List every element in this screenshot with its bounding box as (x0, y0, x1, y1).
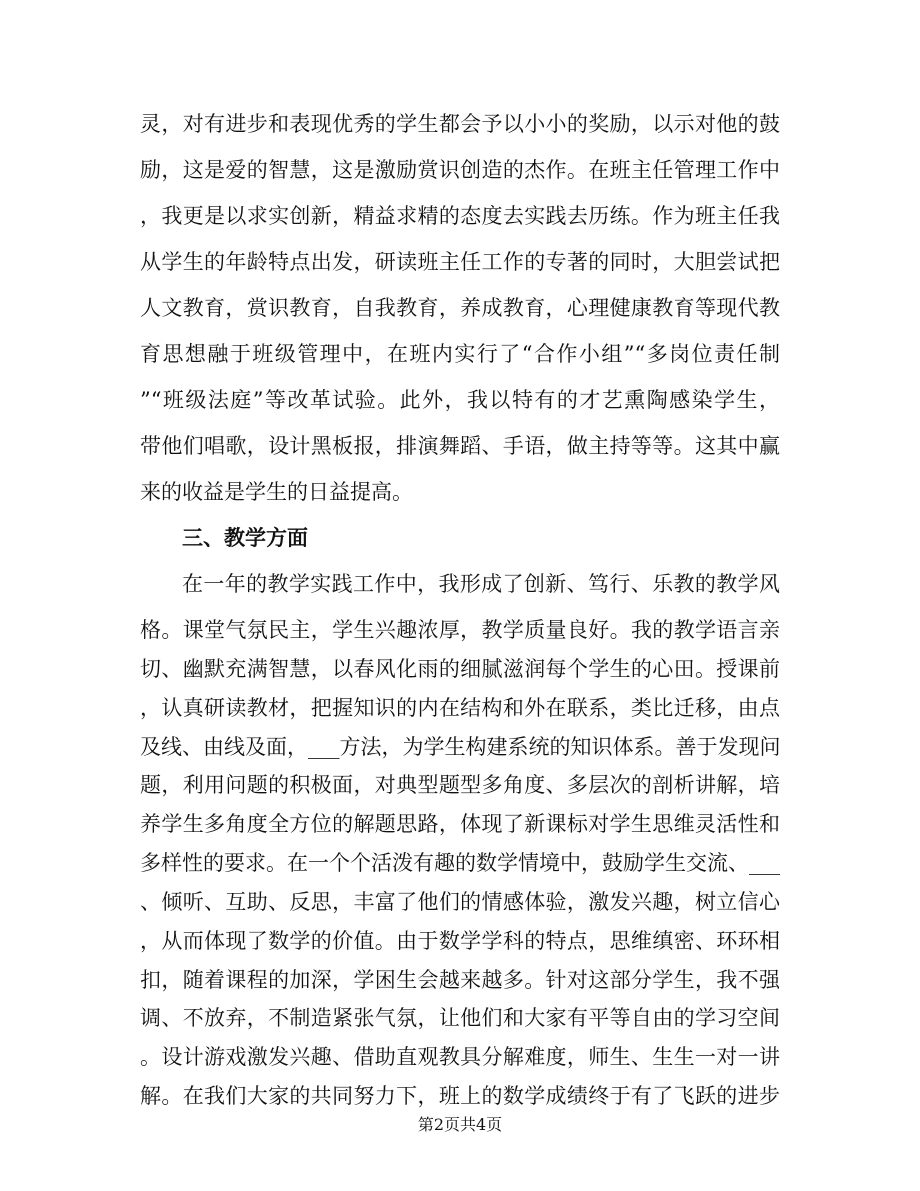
paragraph-line: 来的收益是学生的日益提高。 (140, 480, 413, 504)
section-heading: 三、教学方面 (182, 525, 308, 550)
paragraph-line: 带他们唱歌，设计黑板报，排演舞蹈、手语，做主持等等。这其中赢 (140, 434, 780, 458)
paragraph-line: 及线、由线及面，___方法，为学生构建系统的知识体系。善于发现问 (140, 735, 780, 759)
paragraph-line: 切、幽默充满智慧，以春风化雨的细腻滋润每个学生的心田。授课前 (140, 657, 780, 681)
paragraph-line: 从学生的年龄特点出发，研读班主任工作的专著的同时，大胆尝试把 (140, 250, 780, 274)
paragraph-line: 多样性的要求。在一个个活泼有趣的数学情境中，鼓励学生交流、___ (140, 851, 780, 875)
paragraph-line: ，从而体现了数学的价值。由于数学学科的特点，思维缜密、环环相 (140, 929, 780, 953)
paragraph-line: 灵，对有进步和表现优秀的学生都会予以小小的奖励，以示对他的鼓 (140, 112, 780, 136)
paragraph-line: 调、不放弃，不制造紧张气氛，让他们和大家有平等自由的学习空间 (140, 1006, 780, 1030)
paragraph-line: ”“班级法庭”等改革试验。此外，我以特有的才艺熏陶感染学生， (140, 388, 780, 412)
paragraph-line: 扣，随着课程的加深，学困生会越来越多。针对这部分学生，我不强 (140, 968, 780, 992)
paragraph-line: 在一年的教学实践工作中，我形成了创新、笃行、乐教的教学风 (182, 572, 780, 596)
paragraph-line: 格。课堂气氛民主，学生兴趣浓厚，教学质量良好。我的教学语言亲 (140, 618, 780, 642)
paragraph-line: 题，利用问题的积极面，对典型题型多角度、多层次的剖析讲解，培 (140, 773, 780, 797)
page-footer: 第2页共4页 (417, 1115, 503, 1134)
paragraph-line: ，认真研读教材，把握知识的内在结构和外在联系，类比迁移，由点 (140, 696, 780, 720)
paragraph-line: 解。在我们大家的共同努力下，班上的数学成绩终于有了飞跃的进步 (140, 1084, 780, 1108)
paragraph-line: 励，这是爱的智慧，这是激励赏识创造的杰作。在班主任管理工作中 (140, 158, 780, 182)
paragraph-line: 。设计游戏激发兴趣、借助直观教具分解难度，师生、生生一对一讲 (140, 1045, 780, 1069)
paragraph-line: ，我更是以求实创新，精益求精的态度去实践去历练。作为班主任我 (140, 204, 780, 228)
paragraph-line: 育思想融于班级管理中，在班内实行了“合作小组”“多岗位责任制 (140, 342, 780, 366)
paragraph-line: 养学生多角度全方位的解题思路，体现了新课标对学生思维灵活性和 (140, 812, 780, 836)
paragraph-line: 人文教育，赏识教育，自我教育，养成教育，心理健康教育等现代教 (140, 296, 780, 320)
paragraph-line: 、倾听、互助、反思，丰富了他们的情感体验，激发兴趣，树立信心 (140, 890, 780, 914)
